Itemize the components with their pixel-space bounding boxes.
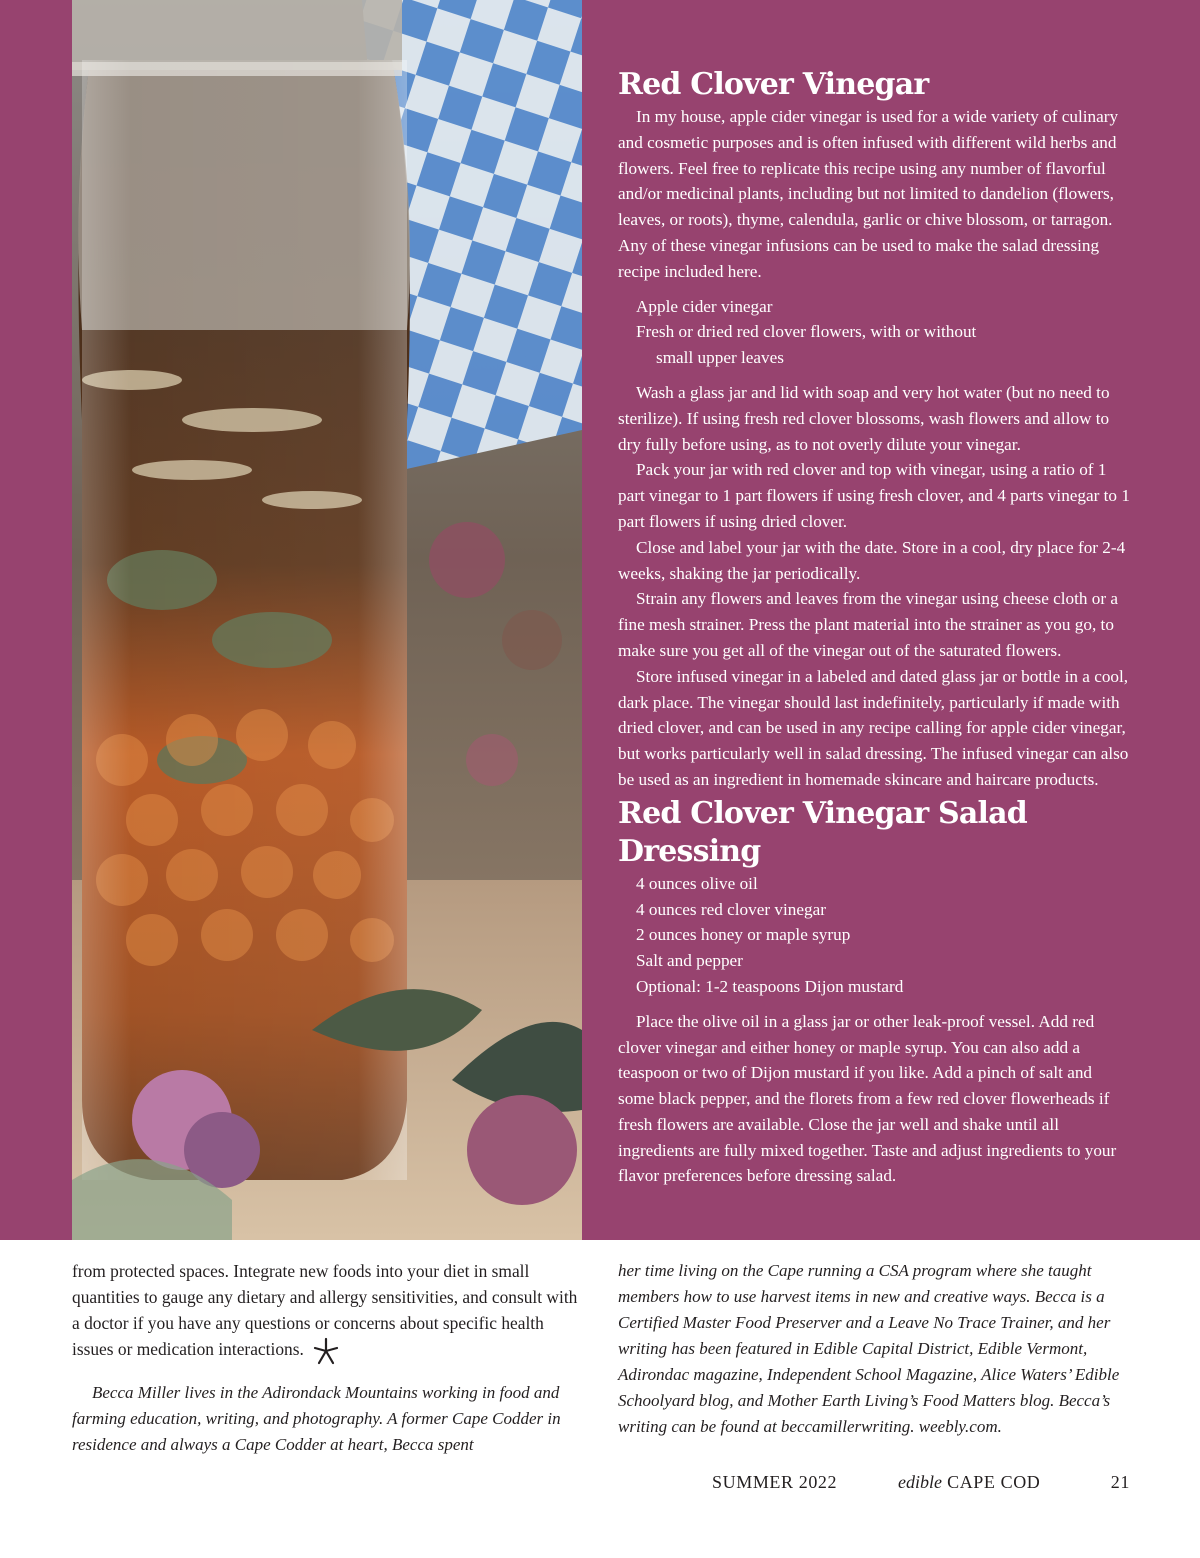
right-text-column: [618, 1258, 1133, 1440]
dressing-ingredient-list: [618, 871, 1130, 1000]
recipe-title: Red Clover Vinegar: [618, 67, 929, 102]
ingredient-item: Apple cider vinegar: [636, 296, 773, 316]
recipe-step: Wash a glass jar and lid with soap and very hot water (but no need to sterilize). If using fresh red clover blossoms, wash flowers and allow to dry fully before using, as to not overly dilute your vinegar.: [618, 382, 1110, 454]
recipe-step: Pack your jar with red clover and top with vinegar, using a ratio of 1 part vinegar to 1 part flowers if using fresh clover, and 4 parts vinegar to 1 part flowers if using dried clover.: [618, 460, 1130, 531]
jar-photo: [72, 0, 582, 1240]
recipe-intro: In my house, apple cider vinegar is used for a wide variety of culinary and cosmetic purposes and is often infused with different wild herbs and flowers. Feel free to replicate this recipe using any number of flavorful and/or medicinal plants, including but not limited to dandelion (flowers, leaves, or roots), thyme, calendula, garlic or chive blossom, or tarragon. Any of these vinegar infusions can be used to make the salad dressing recipe included here.: [618, 107, 1119, 281]
recipe-step: Strain any flowers and leaves from the vinegar using cheese cloth or a fine mesh strainer. Press the plant material into the strainer as you go, to make sure you get all of the vinegar out of the saturated flowers.: [618, 589, 1119, 660]
recipe-step: Close and label your jar with the date. Store in a cool, dry place for 2-4 weeks, shaking the jar periodically.: [618, 537, 1126, 583]
ingredient-item: Salt and pepper: [636, 951, 743, 971]
ingredient-item: Fresh or dried red clover flowers, with or without: [636, 322, 977, 342]
dressing-method: Place the olive oil in a glass jar or other leak-proof vessel. Add red clover vinegar and either honey or maple syrup. You can also add a teaspoon or two of Dijon mustard if you like. Add a pinch of salt and some black pepper, and the florets from a few red clover flowerheads if fresh flowers are available. Close the jar well and shake until all ingredients are fully mixed together. Taste and adjust ingredients to your flavor preferences before dressing salad.: [618, 1011, 1117, 1186]
ingredient-item-continued: small upper leaves: [656, 348, 784, 368]
ingredient-item: 4 ounces red clover vinegar: [636, 899, 826, 919]
recipe-step: Store infused vinegar in a labeled and dated glass jar or bottle in a cool, dark place. The vinegar should last indefinitely, particularly if made with dried clover, and can be used in any recipe calling for apple cider vinegar, but works particularly well in salad dressing. The infused vinegar can also be used as an ingredient in homemade skincare and haircare products.: [618, 666, 1129, 789]
end-star-icon: [312, 1337, 340, 1365]
ingredient-item: Optional: 1-2 teaspoons Dijon mustard: [636, 976, 904, 996]
page-number: 21: [1110, 1472, 1130, 1492]
author-bio: Becca Miller lives in the Adirondack Mountains working in food and farming education, writing, and photography. A former Cape Codder in residence and always a Cape Codder at heart, Becca spent: [72, 1383, 561, 1454]
ingredient-item: 4 ounces olive oil: [636, 873, 758, 893]
recipe-column: [618, 66, 1130, 1189]
page-footer: [600, 1472, 1130, 1500]
issue-date: SUMMER 2022: [712, 1472, 838, 1492]
author-bio-continued: her time living on the Cape running a CSA program where she taught members how to use harvest items in new and creative ways. Becca is a Certified Master Food Preserver and a Leave No Trace Trainer, and her writing has been featured in Edible Capital District, Edible Vermont, Adirondac magazine, Independent School Magazine, Alice Waters’ Edible Schoolyard blog, and Mother Earth Living’s Food Matters blog. Becca’s writing can be found at beccamillerwriting. weebly.com.: [618, 1261, 1120, 1436]
magazine-name: edible CAPE COD: [898, 1472, 1041, 1492]
ingredient-item: 2 ounces honey or maple syrup: [636, 925, 851, 945]
ingredient-list: [618, 294, 1130, 371]
closing-paragraph: from protected spaces. Integrate new foods into your diet in small quantities to gauge any dietary and allergy sensitivities, and consult with a doctor if you have any questions or concerns about specific health issues or medication interactions.: [72, 1258, 587, 1365]
left-text-column: [72, 1258, 587, 1458]
dressing-title: Red Clover Vinegar Salad Dressing: [618, 795, 1027, 869]
